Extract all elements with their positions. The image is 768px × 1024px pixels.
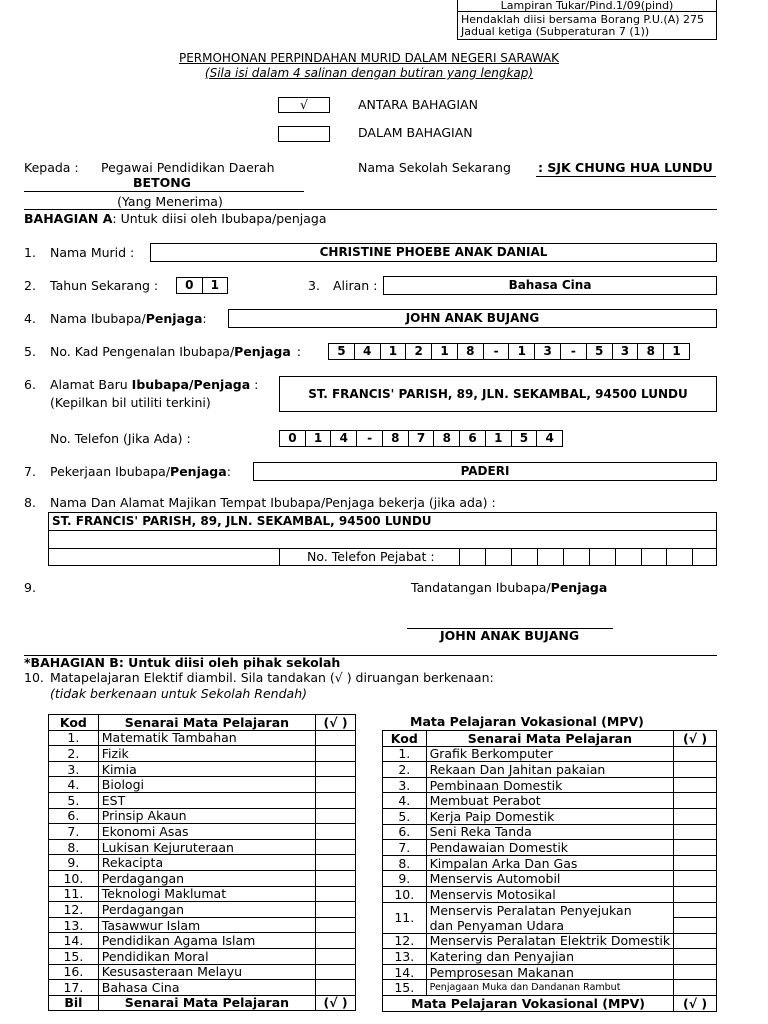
footer-check: (√ ) [316,995,356,1011]
mpv-kod: 4. [383,793,427,809]
mpv-subject: Menservis Motosikal [426,886,674,902]
mpv-row [383,964,717,980]
elective-check-cell[interactable] [316,792,356,808]
employer-address: ST. FRANCIS' PARISH, 89, JLN. SEKAMBAL, 94500 LUNDU [52,514,432,528]
office-telephone-label: No. Telefon Pejabat : [307,549,435,564]
telephone-field[interactable] [279,430,563,447]
mpv-check-cell[interactable] [674,746,717,762]
year-digit-cell: 1 [210,278,219,292]
q2-number: 2. [24,278,36,293]
mpv-kod: 7. [383,840,427,856]
elective-kod: 1. [49,730,99,746]
elective-subject: Fizik [98,746,315,762]
reference-line-3: Jadual ketiga (Subperaturan 7 (1)) [461,25,650,38]
form-subtitle: (Sila isi dalam 4 salinan dengan butiran yang lengkap) [204,66,534,80]
elective-kod: 14. [49,933,99,949]
elective-check-cell[interactable] [316,948,356,964]
mpv-kod: 15. [383,980,427,996]
mpv-subject: Katering dan Penyajian [426,949,674,965]
mpv-header-kod: Kod [383,731,427,747]
q6-label: Alamat Baru Ibubapa/Penjaga : [50,377,259,392]
elective-check-cell[interactable] [316,746,356,762]
mpv-subject: Grafik Berkomputer [426,746,674,762]
elective-row [49,855,356,871]
telephone-digit-cell: 4 [331,431,357,446]
elective-kod: 15. [49,948,99,964]
elective-check-cell[interactable] [316,777,356,793]
mpv-kod: 8. [383,855,427,871]
signature-name: JOHN ANAK BUJANG [440,628,580,643]
elective-subject: Pendidikan Agama Islam [98,933,315,949]
mpv-check-cell[interactable] [674,762,717,778]
q10-number: 10. [24,670,44,685]
ic-digit-cell: 5 [329,344,355,359]
kepada-value: Pegawai Pendidikan Daerah [101,160,275,175]
mpv-kod: 13. [383,949,427,965]
mpv-row [383,980,717,996]
elective-footer-row [49,995,356,1011]
mpv-footer-check: (√ ) [674,995,717,1011]
telephone-digit-cell: 8 [434,431,460,446]
mpv-row [383,871,717,887]
section-b-heading: *BAHAGIAN B: Untuk diisi oleh pihak sekolah [24,655,341,670]
q8-number: 8. [24,495,36,510]
elective-subject: Perdagangan [98,870,315,886]
elective-check-cell[interactable] [316,886,356,902]
elective-row [49,902,356,918]
mpv-row [383,840,717,856]
mpv-subject: Pembinaan Domestik [426,777,674,793]
elective-row [49,933,356,949]
header-subject: Senarai Mata Pelajaran [98,715,315,731]
elective-kod: 8. [49,839,99,855]
ic-digit-cell: 3 [613,344,639,359]
mpv-kod: 1. [383,746,427,762]
elective-subject: Perdagangan [98,902,315,918]
elective-subject: Ekonomi Asas [98,824,315,840]
header-kod: Kod [49,715,99,731]
mpv-subject: Pendawaian Domestik [426,840,674,856]
elective-row [49,948,356,964]
mpv-subject: Pemprosesan Makanan [426,964,674,980]
elective-subject: Matematik Tambahan [98,730,315,746]
year-field[interactable] [176,277,228,294]
q6-note: (Kepilkan bil utiliti terkini) [50,395,211,410]
elective-kod: 5. [49,792,99,808]
elective-check-cell[interactable] [316,964,356,980]
q4-number: 4. [24,311,36,326]
elective-row [49,839,356,855]
reference-box [457,0,717,40]
q9-number: 9. [24,580,36,595]
mpv-check-cell[interactable] [674,949,717,965]
elective-row [49,730,356,746]
elective-kod: 11. [49,886,99,902]
elective-kod: 3. [49,761,99,777]
telephone-digit-cell: 4 [545,431,554,445]
ic-digit-cell: 3 [535,344,561,359]
mpv-kod: 3. [383,777,427,793]
telephone-digit-cell: 5 [512,431,538,446]
elective-kod: 6. [49,808,99,824]
mpv-kod: 9. [383,871,427,887]
ic-digit-cell: 1 [672,344,681,358]
elective-subject: Kesusasteraan Melayu [98,964,315,980]
ic-digit-cell: 8 [458,344,484,359]
q1-number: 1. [24,245,36,260]
elective-kod: 13. [49,917,99,933]
mpv-kod: 10. [383,886,427,902]
elective-subject: Biologi [98,777,315,793]
mpv-kod: 5. [383,808,427,824]
q4-label: Nama Ibubapa/Penjaga: [50,311,207,326]
elective-check-cell[interactable] [316,917,356,933]
elective-subject: Prinsip Akaun [98,808,315,824]
elective-check-cell[interactable] [316,761,356,777]
mpv-subject: Menservis Peralatan Penyejukan dan Penyaman Udara [426,902,674,933]
antara-bahagian-label: ANTARA BAHAGIAN [358,97,478,112]
elective-kod: 2. [49,746,99,762]
telephone-digit-cell: 1 [486,431,512,446]
elective-check-cell[interactable] [316,902,356,918]
ic-digit-cell: - [484,344,510,359]
elective-row [49,792,356,808]
kepada-underline [24,191,304,192]
elective-row [49,870,356,886]
mpv-check-cell[interactable] [674,933,717,949]
elective-kod: 10. [49,870,99,886]
q5-label: No. Kad Pengenalan Ibubapa/Penjaga : [50,344,302,359]
mpv-row [383,933,717,949]
elective-row [49,824,356,840]
ic-digit-cell: 2 [406,344,432,359]
mpv-row [383,886,717,902]
dalam-bahagian-label: DALAM BAHAGIAN [358,125,473,140]
ic-digit-cell: 1 [432,344,458,359]
mpv-check-cell[interactable] [674,871,717,887]
mpv-subject: Penjagaan Muka dan Dandanan Rambut [426,980,674,996]
elective-check-cell[interactable] [316,824,356,840]
q10-note: (tidak berkenaan untuk Sekolah Rendah) [50,686,308,701]
elective-row [49,777,356,793]
telephone-digit-cell: 7 [409,431,435,446]
mpv-kod: 11. [383,902,427,933]
elective-check-cell[interactable] [316,870,356,886]
elective-kod: 12. [49,902,99,918]
q7-label: Pekerjaan Ibubapa/Penjaga: [50,464,231,479]
mpv-header-subject: Senarai Mata Pelajaran [426,731,674,747]
elective-check-cell[interactable] [316,855,356,871]
ic-digit-cell: 4 [355,344,381,359]
elective-subject: Bahasa Cina [98,980,315,996]
sekolah-underline [536,176,716,177]
kepada-place: BETONG [133,175,191,190]
signature-label: Tandatangan Ibubapa/Penjaga [411,580,608,595]
mpv-check-cell[interactable] [674,840,717,856]
mpv-row [383,949,717,965]
mpv-subject: Menservis Automobil [426,871,674,887]
mpv-title: Mata Pelajaran Vokasional (MPV) [410,714,644,729]
elective-kod: 7. [49,824,99,840]
header-check: (√ ) [316,715,356,731]
sekolah-value: : SJK CHUNG HUA LUNDU [538,160,713,175]
parent-name-field[interactable]: JOHN ANAK BUJANG [228,309,717,328]
elective-subject: Pendidikan Moral [98,948,315,964]
elective-row [49,980,356,996]
kepada-label: Kepada : [24,160,79,175]
elective-check-cell[interactable] [316,839,356,855]
mpv-kod: 12. [383,933,427,949]
mpv-row [383,855,717,871]
q6-number: 6. [24,377,36,392]
kepada-note: (Yang Menerima) [117,194,223,209]
elective-subject: EST [98,792,315,808]
q1-label: Nama Murid : [50,245,135,260]
ic-digit-cell: - [561,344,587,359]
elective-check-cell[interactable] [316,808,356,824]
mpv-row [383,746,717,762]
mpv-subject: Kimpalan Arka Dan Gas [426,855,674,871]
telephone-digit-cell: 1 [306,431,332,446]
mpv-check-cell[interactable] [674,808,717,824]
mpv-subject: Rekaan Dan Jahitan pakaian [426,762,674,778]
sekolah-label: Nama Sekolah Sekarang [358,160,511,175]
ic-digit-cell: 1 [381,344,407,359]
elective-row [49,917,356,933]
mpv-kod: 2. [383,762,427,778]
mpv-row [383,777,717,793]
mpv-row [383,824,717,840]
mpv-check-cell[interactable] [674,902,717,933]
year-digit-cell: 0 [177,278,203,293]
mpv-check-cell[interactable] [674,855,717,871]
reference-line-1: Lampiran Tukar/Pind.1/09(pind) [500,0,674,12]
ic-digit-cell: 8 [638,344,664,359]
employer-field[interactable] [48,512,717,566]
ic-digit-cell: 1 [509,344,535,359]
telephone-digit-cell: 6 [460,431,486,446]
elective-subject: Lukisan Kejuruteraan [98,839,315,855]
footer-subject: Senarai Mata Pelajaran [98,995,315,1011]
elective-subject-table [48,714,356,1011]
q3-label: Aliran : [333,278,378,293]
elective-kod: 9. [49,855,99,871]
q8-label: Nama Dan Alamat Majikan Tempat Ibubapa/Penjaga bekerja (jika ada) : [50,495,496,510]
mpv-check-cell[interactable] [674,777,717,793]
mpv-subject: Menservis Peralatan Elektrik Domestik [426,933,674,949]
reference-line-2: Hendaklah diisi bersama Borang P.U.(A) 275 [461,13,704,26]
elective-check-cell[interactable] [316,730,356,746]
elective-header-row [49,715,356,731]
telephone-digit-cell: 8 [383,431,409,446]
mpv-row-11 [383,902,717,933]
mpv-footer-row [383,995,717,1011]
elective-kod: 4. [49,777,99,793]
elective-row [49,886,356,902]
student-name-field[interactable]: CHRISTINE PHOEBE ANAK DANIAL [150,243,717,262]
q3-number: 3. [308,278,320,293]
elective-subject: Tasawwur Islam [98,917,315,933]
mpv-row [383,793,717,809]
form-title: PERMOHONAN PERPINDAHAN MURID DALAM NEGERI SARAWAK [178,51,560,65]
mpv-subject: Kerja Paip Domestik [426,808,674,824]
footer-bil: Bil [49,995,99,1011]
mpv-subject-table [382,730,717,1012]
elective-check-cell[interactable] [316,933,356,949]
elective-check-cell[interactable] [316,980,356,996]
address-field[interactable]: ST. FRANCIS' PARISH, 89, JLN. SEKAMBAL, 94500 LUNDU [279,376,717,412]
mpv-check-cell[interactable] [674,980,717,996]
q2-label: Tahun Sekarang : [50,278,159,293]
q10-text: Matapelajaran Elektif diambil. Sila tandakan (√ ) diruangan berkenaan: [50,670,494,685]
mpv-row [383,762,717,778]
telephone-label: No. Telefon (Jika Ada) : [50,431,191,446]
mpv-subject: Membuat Perabot [426,793,674,809]
elective-subject: Teknologi Maklumat [98,886,315,902]
mpv-kod: 14. [383,964,427,980]
telephone-digit-cell: - [357,431,383,446]
mpv-footer-subject: Mata Pelajaran Vokasional (MPV) [383,995,674,1011]
mpv-header-row [383,731,717,747]
antara-bahagian-checkbox[interactable]: √ [278,97,330,113]
mpv-row [383,808,717,824]
ic-number-field[interactable] [328,343,690,360]
dalam-bahagian-checkbox[interactable] [278,126,330,142]
elective-row [49,964,356,980]
stream-field[interactable]: Bahasa Cina [383,276,717,295]
elective-kod: 17. [49,980,99,996]
section-a-heading: BAHAGIAN A: Untuk diisi oleh Ibubapa/penjaga [24,211,327,226]
mpv-kod: 6. [383,824,427,840]
mpv-subject: Seni Reka Tanda [426,824,674,840]
elective-subject: Kimia [98,761,315,777]
q7-number: 7. [24,464,36,479]
elective-subject: Rekacipta [98,855,315,871]
elective-row [49,746,356,762]
ic-digit-cell: 5 [587,344,613,359]
q5-number: 5. [24,344,36,359]
elective-row [49,761,356,777]
occupation-field[interactable]: PADERI [253,462,717,481]
telephone-digit-cell: 0 [280,431,306,446]
mpv-check-cell[interactable] [674,886,717,902]
mpv-check-cell[interactable] [674,824,717,840]
elective-row [49,808,356,824]
mpv-check-cell[interactable] [674,793,717,809]
elective-kod: 16. [49,964,99,980]
mpv-header-check: (√ ) [674,731,717,747]
mpv-check-cell[interactable] [674,964,717,980]
